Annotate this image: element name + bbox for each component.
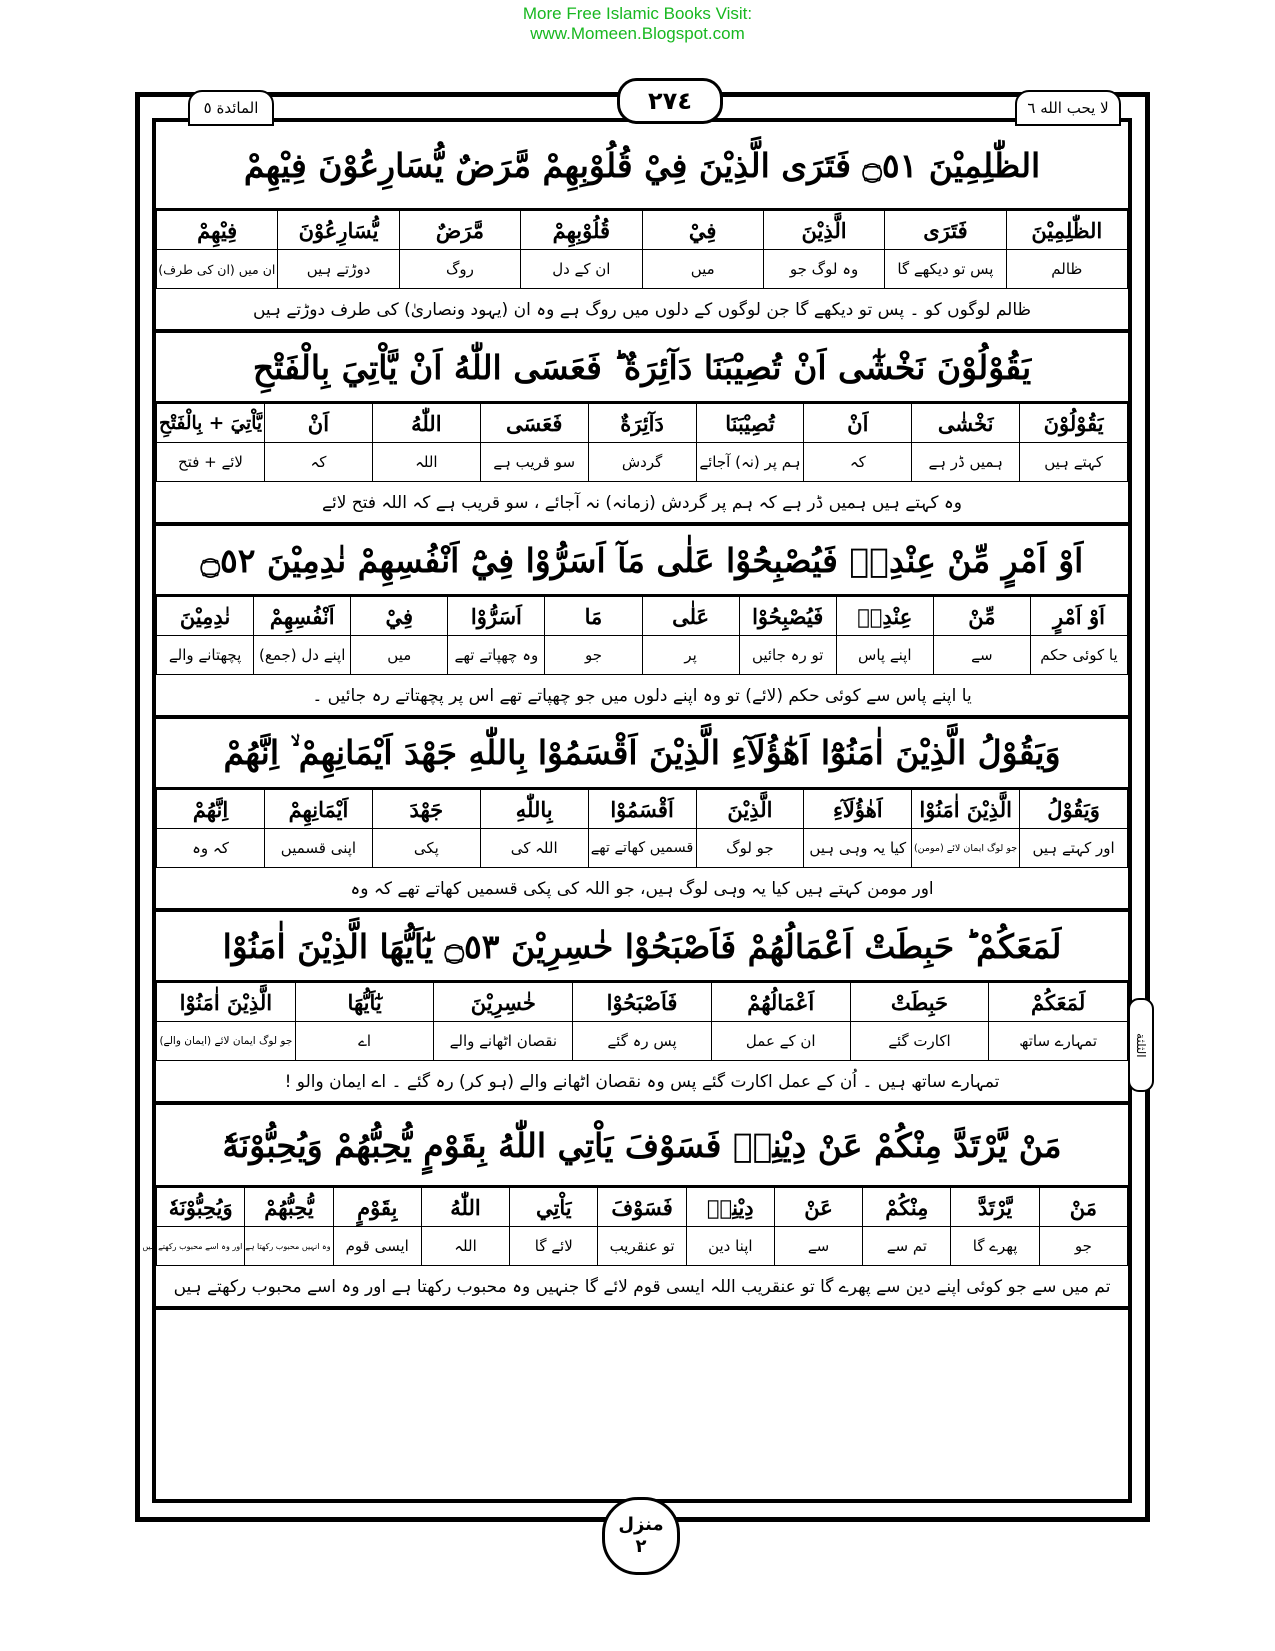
arabic-word-cell: فَيُصْبِحُوْا	[739, 597, 836, 636]
meaning-cell: اپنے دل (جمع)	[254, 636, 351, 675]
meaning-cell: وہ لوگ جو	[763, 250, 884, 289]
meaning-cell: تمہارے ساتھ	[989, 1022, 1128, 1061]
page-number: ٢٧٤	[617, 78, 723, 124]
arabic-word-cell: بِاللّٰهِ	[480, 790, 588, 829]
arabic-word-cell: مِّنْ	[933, 597, 1030, 636]
arabic-word-cell: الظّٰلِمِيْنَ	[1006, 211, 1127, 250]
meaning-row	[157, 250, 1128, 289]
meaning-cell: ایسی قوم	[333, 1227, 421, 1266]
meaning-cell: کیا یہ وہی ہیں	[804, 829, 912, 868]
meaning-cell: ان میں (ان کی طرف)	[157, 250, 278, 289]
page-content	[142, 122, 1128, 1310]
arabic-word-cell: يَاْتِي	[510, 1188, 598, 1227]
meaning-row	[157, 443, 1128, 482]
meaning-cell: میں	[351, 636, 448, 675]
meaning-cell: کہ	[804, 443, 912, 482]
arabic-word-cell: يَّرْتَدَّ	[951, 1188, 1039, 1227]
meaning-cell: اے	[295, 1022, 434, 1061]
meaning-cell: جو	[1039, 1227, 1127, 1266]
word-by-word-table	[156, 210, 1128, 289]
arabic-words-row	[157, 790, 1128, 829]
ayah-text: اَوْ اَمْرٍ مِّنْ عِنْدِهٖ فَيُصْبِحُوْا عَلٰى مَآ اَسَرُّوْا فِيْٓ اَنْفُسِهِمْ نٰدِمِيْنَ ۝٥٢	[156, 526, 1128, 596]
meaning-cell: قسمیں کھاتے تھے	[588, 829, 696, 868]
arabic-word-cell: لَمَعَكُمْ	[989, 983, 1128, 1022]
arabic-word-cell: فِيْ	[642, 211, 763, 250]
word-by-word-table	[156, 403, 1128, 482]
meaning-cell: اکارت گئے	[850, 1022, 989, 1061]
meaning-cell: ہمیں ڈر ہے	[912, 443, 1020, 482]
translation-line: ظالم لوگوں کو ۔ پس تو دیکھے گا جن لوگوں کے دلوں میں روگ ہے وہ ان (یہود ونصاریٰ) کی طرف دوڑتے ہیں	[156, 289, 1128, 331]
manzil-label: منزل	[618, 1514, 664, 1535]
promo-link[interactable]: www.Momeen.Blogspot.com	[530, 24, 745, 43]
ayah-text: وَيَقُوْلُ الَّذِيْنَ اٰمَنُوْٓا اَهٰٓؤُلَآءِ الَّذِيْنَ اَقْسَمُوْا بِاللّٰهِ جَهْدَ اَيْمَانِهِمْ ۙ اِنَّهُمْ	[156, 719, 1128, 789]
arabic-word-cell: دَآئِرَةٌ	[588, 404, 696, 443]
arabic-words-row	[157, 1188, 1128, 1227]
arabic-word-cell: اَسَرُّوْا	[448, 597, 545, 636]
arabic-word-cell: مَنْ	[1039, 1188, 1127, 1227]
arabic-word-cell: مَا	[545, 597, 642, 636]
arabic-word-cell: اَنْفُسِهِمْ	[254, 597, 351, 636]
arabic-word-cell: اَوْ اَمْرٍ	[1030, 597, 1127, 636]
verse-section	[142, 1105, 1128, 1310]
word-by-word-table	[142, 1187, 1128, 1266]
meaning-cell: اپنے پاس	[836, 636, 933, 675]
arabic-word-cell: اللّٰهُ	[372, 404, 480, 443]
arabic-word-cell: قُلُوْبِهِمْ	[521, 211, 642, 250]
arabic-word-cell: جَهْدَ	[372, 790, 480, 829]
meaning-cell: یا کوئی حکم	[1030, 636, 1127, 675]
arabic-word-cell: وَيُحِبُّوْنَهٗ	[157, 1188, 245, 1227]
translation-line: تم میں سے جو کوئی اپنے دین سے پھرے گا تو عنقریب اللہ ایسی قوم لائے گا جنہیں وہ محبوب رکھتا ہے اور وہ اسے محبوب رکھتے ہیں	[156, 1266, 1128, 1308]
meaning-cell: گردش	[588, 443, 696, 482]
meaning-cell: وہ انہیں محبوب رکھتا ہے	[245, 1227, 333, 1266]
word-by-word-table	[156, 789, 1128, 868]
ayah-text: لَمَعَكُمْ ؕ حَبِطَتْ اَعْمَالُهُمْ فَاَصْبَحُوْا خٰسِرِيْنَ ۝٥٣ يٰٓاَيُّهَا الَّذِيْنَ اٰمَنُوْا	[156, 912, 1128, 982]
meaning-cell: جو لوگ ایمان لائے (مومن)	[912, 829, 1020, 868]
meaning-cell: پکی	[372, 829, 480, 868]
meaning-cell: پس تو دیکھے گا	[885, 250, 1006, 289]
arabic-word-cell: يَقُوْلُوْنَ	[1020, 404, 1128, 443]
manzil-number: ٢	[635, 1536, 647, 1557]
verse-section	[156, 526, 1128, 719]
arabic-words-row	[157, 983, 1128, 1022]
meaning-cell: میں	[642, 250, 763, 289]
meaning-cell: کہ	[265, 443, 373, 482]
meaning-cell: ہم پر (نہ) آجائے	[696, 443, 804, 482]
arabic-word-cell: حَبِطَتْ	[850, 983, 989, 1022]
arabic-word-cell: الَّذِيْنَ	[763, 211, 884, 250]
meaning-cell: سو قریب ہے	[480, 443, 588, 482]
promo-line-1: More Free Islamic Books Visit:	[522, 4, 753, 23]
verse-section	[156, 719, 1128, 912]
meaning-cell: اپنی قسمیں	[265, 829, 373, 868]
meaning-cell: ظالم	[1006, 250, 1127, 289]
meaning-cell: تم سے	[863, 1227, 951, 1266]
meaning-cell: کہ وہ	[157, 829, 265, 868]
meaning-cell: کہتے ہیں	[1020, 443, 1128, 482]
verse-section	[156, 912, 1128, 1105]
meaning-cell: ان کے عمل	[711, 1022, 850, 1061]
ayah-text: مَنْ يَّرْتَدَّ مِنْكُمْ عَنْ دِيْنِهٖ فَسَوْفَ يَاْتِي اللّٰهُ بِقَوْمٍ يُّحِبُّهُمْ وَيُحِبُّوْنَهٗٓ	[156, 1105, 1128, 1187]
arabic-word-cell: فِيْ	[351, 597, 448, 636]
arabic-word-cell: يَّاْتِيَ + بِالْفَتْحِ	[157, 404, 265, 443]
arabic-word-cell: الَّذِيْنَ اٰمَنُوْا	[912, 790, 1020, 829]
arabic-word-cell: مِنْكُمْ	[863, 1188, 951, 1227]
arabic-word-cell: الَّذِيْنَ	[696, 790, 804, 829]
arabic-word-cell: اَقْسَمُوْا	[588, 790, 696, 829]
arabic-word-cell: عَلٰى	[642, 597, 739, 636]
arabic-word-cell: اَهٰؤُلَآءِ	[804, 790, 912, 829]
meaning-cell: جو لوگ	[696, 829, 804, 868]
meaning-cell: سے	[774, 1227, 862, 1266]
meaning-cell: لائے + فتح	[157, 443, 265, 482]
meaning-cell: تو رہ جائیں	[739, 636, 836, 675]
arabic-word-cell: يُّسَارِعُوْنَ	[278, 211, 399, 250]
meaning-row	[157, 1227, 1128, 1266]
arabic-word-cell: اِنَّهُمْ	[157, 790, 265, 829]
margin-marker: الثلثة	[1128, 998, 1154, 1092]
arabic-word-cell: عِنْدِهٖ	[836, 597, 933, 636]
arabic-word-cell: يُّحِبُّهُمْ	[245, 1188, 333, 1227]
translation-line: تمہارے ساتھ ہیں ۔ اُن کے عمل اکارت گئے پس وہ نقصان اٹھانے والے (ہو کر) رہ گئے ۔ اے ایمان والو !	[156, 1061, 1128, 1103]
meaning-cell: اللہ کی	[480, 829, 588, 868]
meaning-cell: اللہ	[372, 443, 480, 482]
meaning-cell: اور کہتے ہیں	[1020, 829, 1128, 868]
meaning-cell: لائے گا	[510, 1227, 598, 1266]
meaning-cell: سے	[933, 636, 1030, 675]
meaning-cell: نقصان اٹھانے والے	[434, 1022, 573, 1061]
verse-section	[156, 333, 1128, 526]
translation-line: وہ کہتے ہیں ہمیں ڈر ہے کہ ہم پر گردش (زمانہ) نہ آجائے ، سو قریب ہے کہ اللہ فتح لائے	[156, 482, 1128, 524]
arabic-word-cell: اَيْمَانِهِمْ	[265, 790, 373, 829]
meaning-cell: تو عنقریب	[598, 1227, 686, 1266]
arabic-words-row	[157, 211, 1128, 250]
arabic-word-cell: مَّرَضٌ	[399, 211, 520, 250]
translation-line: اور مومن کہتے ہیں کیا یہ وہی لوگ ہیں، جو اللہ کی پکی قسمیں کھاتے تھے کہ وہ	[156, 868, 1128, 910]
verse-section	[156, 122, 1128, 333]
translation-line: یا اپنے پاس سے کوئی حکم (لائے) تو وہ اپنے دلوں میں جو چھپاتے تھے اس پر پچھتاتے رہ جائیں ۔	[156, 675, 1128, 717]
arabic-word-cell: اللّٰهُ	[421, 1188, 509, 1227]
meaning-cell: اللہ	[421, 1227, 509, 1266]
meaning-cell: روگ	[399, 250, 520, 289]
word-by-word-table	[156, 982, 1128, 1061]
arabic-word-cell: خٰسِرِيْنَ	[434, 983, 573, 1022]
meaning-cell: دوڑتے ہیں	[278, 250, 399, 289]
arabic-word-cell: فَاَصْبَحُوْا	[573, 983, 712, 1022]
meaning-cell: ان کے دل	[521, 250, 642, 289]
juz-name-label: لا يحب الله ٦	[1015, 90, 1121, 126]
meaning-cell: پر	[642, 636, 739, 675]
meaning-cell: پھرے گا	[951, 1227, 1039, 1266]
arabic-word-cell: اَنْ	[804, 404, 912, 443]
meaning-cell: پس رہ گئے	[573, 1022, 712, 1061]
arabic-word-cell: عَنْ	[774, 1188, 862, 1227]
arabic-word-cell: وَيَقُوْلُ	[1020, 790, 1128, 829]
arabic-words-row	[157, 597, 1128, 636]
arabic-word-cell: دِيْنِهٖ	[686, 1188, 774, 1227]
arabic-word-cell: تُصِيْبَنَا	[696, 404, 804, 443]
manzil-badge	[602, 1497, 680, 1575]
arabic-word-cell: الَّذِيْنَ اٰمَنُوْا	[157, 983, 296, 1022]
arabic-word-cell: نَخْشٰى	[912, 404, 1020, 443]
arabic-word-cell: نٰدِمِيْنَ	[157, 597, 254, 636]
arabic-word-cell: فَتَرَى	[885, 211, 1006, 250]
arabic-word-cell: بِقَوْمٍ	[333, 1188, 421, 1227]
arabic-word-cell: فَسَوْفَ	[598, 1188, 686, 1227]
meaning-cell: جو	[545, 636, 642, 675]
promo-banner	[0, 4, 1275, 44]
meaning-cell: اپنا دین	[686, 1227, 774, 1266]
surah-name-label: المائدة ٥	[188, 90, 274, 126]
meaning-row	[157, 636, 1128, 675]
ayah-text: يَقُوْلُوْنَ نَخْشٰٓى اَنْ تُصِيْبَنَا دَآئِرَةٌ ؕ فَعَسَى اللّٰهُ اَنْ يَّاْتِيَ بِالْفَتْحِ	[156, 333, 1128, 403]
ayah-text: الظّٰلِمِيْنَ ۝٥١ فَتَرَى الَّذِيْنَ فِيْ قُلُوْبِهِمْ مَّرَضٌ يُّسَارِعُوْنَ فِيْهِمْ	[156, 122, 1128, 210]
meaning-cell: اور وہ اسے محبوب رکھتے ہیں	[157, 1227, 245, 1266]
meaning-cell: پچھتانے والے	[157, 636, 254, 675]
meaning-row	[157, 1022, 1128, 1061]
arabic-word-cell: فِيْهِمْ	[157, 211, 278, 250]
arabic-words-row	[157, 404, 1128, 443]
arabic-word-cell: يٰٓاَيُّهَا	[295, 983, 434, 1022]
arabic-word-cell: فَعَسَى	[480, 404, 588, 443]
meaning-cell: وہ چھپاتے تھے	[448, 636, 545, 675]
meaning-cell: جو لوگ ایمان لائے (ایمان والے)	[157, 1022, 296, 1061]
arabic-word-cell: اَنْ	[265, 404, 373, 443]
arabic-word-cell: اَعْمَالُهُمْ	[711, 983, 850, 1022]
word-by-word-table	[156, 596, 1128, 675]
meaning-row	[157, 829, 1128, 868]
